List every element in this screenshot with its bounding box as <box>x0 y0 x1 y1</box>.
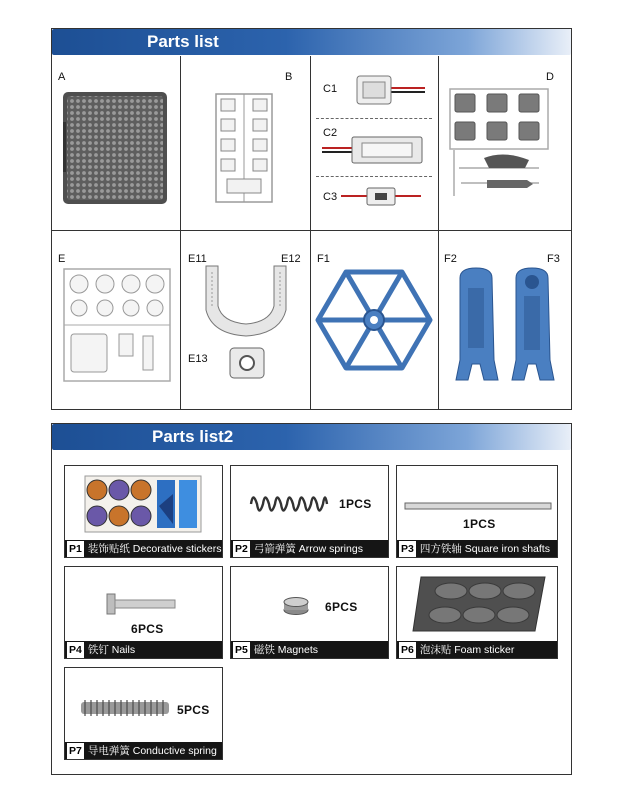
part-label-p4: 铁钉 Nails <box>87 644 136 656</box>
c-dashed-divider <box>316 118 432 119</box>
quantity-p5: 6PCS <box>325 600 358 614</box>
nail-image <box>107 594 175 614</box>
c-dashed-divider <box>316 176 432 177</box>
part-f2-leg-image <box>454 268 500 382</box>
cell-label-d: D <box>546 71 554 83</box>
cell-label-a: A <box>58 71 66 83</box>
part-code-p2: P2 <box>232 540 251 557</box>
part-box-p3 <box>396 465 558 558</box>
part-box-p4 <box>64 566 223 659</box>
quantity-p3: 1PCS <box>463 517 496 531</box>
part-box-p5 <box>230 566 389 659</box>
cell-label-f2: F2 <box>444 253 457 265</box>
cell-label-e12: E12 <box>281 253 301 265</box>
caption-p5 <box>231 641 388 658</box>
part-c2-battery-box-image <box>322 134 426 168</box>
quantity-p7: 5PCS <box>177 703 210 717</box>
cell-label-e: E <box>58 253 66 265</box>
part-label-p1: 装饰贴纸 Decorative stickers <box>87 543 222 555</box>
cell-label-b: B <box>285 71 293 83</box>
part-f3-leg-image <box>510 268 556 382</box>
part-c3-switch-image <box>341 186 421 208</box>
part-a-baseplate-image <box>63 92 167 204</box>
part-label-p2: 弓箭弹簧 Arrow springs <box>253 543 363 555</box>
part-code-p7: P7 <box>66 742 85 759</box>
part-b-frame-image <box>215 93 273 203</box>
part-box-p2 <box>230 465 389 558</box>
cell-label-e13: E13 <box>188 353 208 365</box>
quantity-p4: 6PCS <box>131 622 164 636</box>
grid-divider <box>51 230 572 231</box>
part-label-p5: 磁铁 Magnets <box>253 644 319 656</box>
parts-list-banner <box>52 29 571 55</box>
part-box-p1 <box>64 465 223 558</box>
quantity-p2: 1PCS <box>339 497 372 511</box>
part-code-p3: P3 <box>398 540 417 557</box>
grid-divider <box>310 56 311 410</box>
part-d-sprue-image <box>449 88 549 200</box>
foam-sticker-image <box>411 575 547 633</box>
part-code-p6: P6 <box>398 641 417 658</box>
caption-p6 <box>397 641 557 658</box>
part-code-p4: P4 <box>66 641 85 658</box>
cell-label-f3: F3 <box>547 253 560 265</box>
caption-p3 <box>397 540 557 557</box>
conductive-spring-image <box>81 698 169 718</box>
caption-p2 <box>231 540 388 557</box>
part-e11-e12-claw-image <box>200 266 292 338</box>
square-iron-shaft-image <box>405 502 551 510</box>
cell-label-f1: F1 <box>317 253 330 265</box>
part-label-p3: 四方铁轴 Square iron shafts <box>419 543 550 555</box>
part-label-p6: 泡沫贴 Foam sticker <box>419 644 515 656</box>
cell-label-e11: E11 <box>188 253 207 265</box>
part-f1-hexagon-wheel-image <box>316 268 432 372</box>
grid-divider <box>180 56 181 410</box>
part-code-p5: P5 <box>232 641 251 658</box>
cell-label-c1: C1 <box>323 83 338 95</box>
part-c1-motor-image <box>345 74 425 106</box>
part-box-p7 <box>64 667 223 760</box>
caption-p4 <box>65 641 222 658</box>
cell-label-c3: C3 <box>323 191 338 203</box>
cell-label-c2: C2 <box>323 127 338 139</box>
caption-p7 <box>65 742 222 759</box>
part-label-p7: 导电弹簧 Conductive spring <box>87 745 217 757</box>
magnet-image <box>283 597 309 615</box>
arrow-spring-image <box>249 491 329 517</box>
parts-list2-title: Parts list2 <box>152 427 234 446</box>
decorative-stickers-image <box>85 476 201 532</box>
part-box-p6 <box>396 566 558 659</box>
parts-list-title: Parts list <box>147 32 219 51</box>
caption-p1 <box>65 540 222 557</box>
part-e-sprue-image <box>63 268 171 382</box>
part-e13-joint-image <box>228 346 266 380</box>
grid-divider <box>438 56 439 410</box>
part-code-p1: P1 <box>66 540 85 557</box>
parts-list2-banner <box>52 424 571 450</box>
